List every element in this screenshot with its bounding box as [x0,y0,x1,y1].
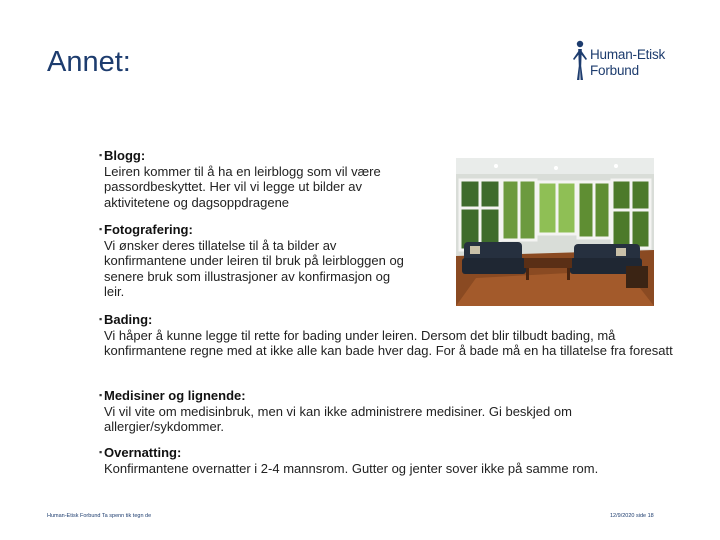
footer-right: 12/9/2020 side 18 [610,513,654,519]
bullet-heading: Blogg: [104,148,146,163]
organization-logo [572,38,682,84]
bullet-marker: ▪ [99,390,103,400]
bullet-text: Leiren kommer til å ha en leirblogg som vil være passordbeskyttet. Her vil vi legge ut bilder av aktivitetene og dagsoppdragene [104,163,381,210]
bullet-text: Konfirmantene overnatter i 2-4 mannsrom. Gutter og jenter sover ikke på samme rom. [104,460,599,476]
bullet-marker: ▪ [99,314,103,324]
bullet-marker: ▪ [99,447,103,457]
bullet-text: Vi vil vite om medisinbruk, men vi kan ikke administrere medisiner. Gi beskjed om allergier/sykdommer. [104,403,572,434]
bullet-heading: Overnatting: [104,445,182,460]
bullet-marker: ▪ [99,150,103,160]
living-room-photo [456,158,654,306]
bullet-blogg [99,148,404,210]
bullet-text: Vi håper å kunne legge til rette for bading under leiren. Dersom det blir tilbudt bading, må konfirmantene regne med at ikke alle kan bade hver dag. For å bade må en ha tillatelse fra foresatt [104,327,673,358]
bullet-overnatting [99,445,674,476]
bullet-marker: ▪ [99,224,103,234]
bullet-heading: Bading: [104,312,153,327]
bullet-bading [99,312,674,359]
bullet-heading: Medisiner og lignende: [104,388,246,403]
logo-line-2: Forbund [590,63,639,78]
bullet-text: Vi ønsker deres tillatelse til å ta bilder av konfirmantene under leiren til bruk på leirbloggen og senere bruk som illustrasjoner av konfirmasjon og leir. [104,237,404,299]
bullet-heading: Fotografering: [104,222,193,237]
logo-line-1: Human-Etisk [590,47,666,62]
slide-title: Annet: [47,46,131,78]
living-room-image [456,158,654,306]
bullet-medisiner [99,388,674,435]
bullet-fotografering [99,222,404,300]
footer-left: Human-Etisk Forbund Ta spenn tik tegn de [47,513,152,519]
human-figure-icon [572,40,588,82]
